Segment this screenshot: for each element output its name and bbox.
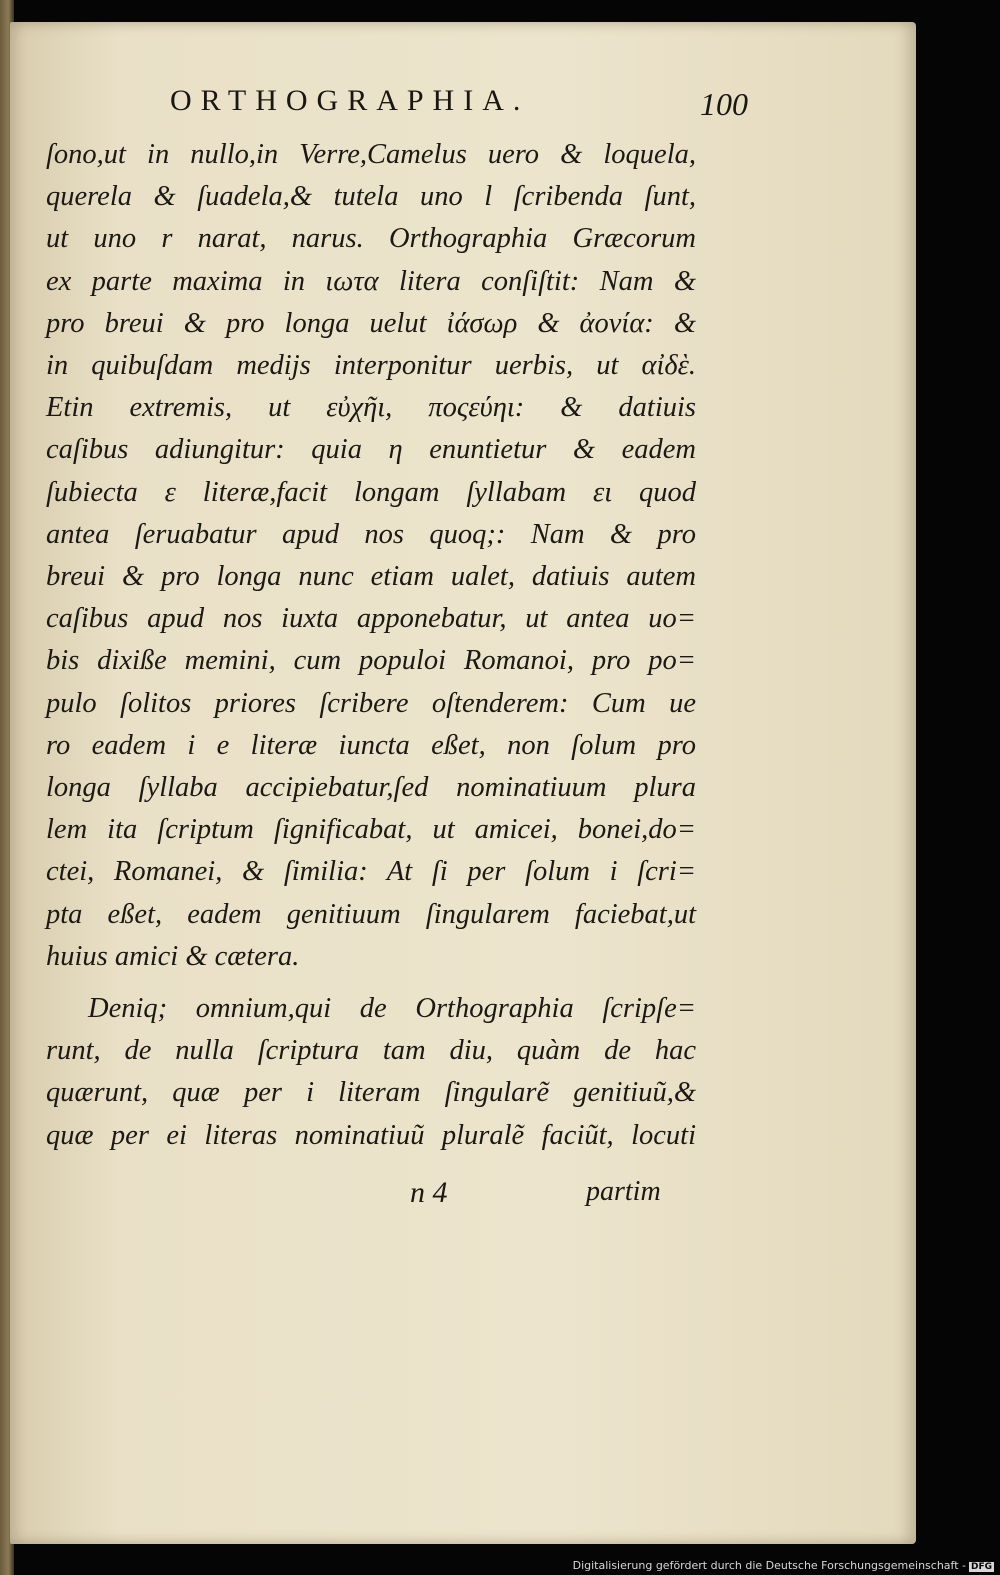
text-line: caſibus adiungitur: quia η enuntietur & eadem: [46, 434, 696, 466]
text-line: lem ita ſcriptum ſignificabat, ut amicei, bonei,do=: [46, 814, 696, 846]
text-line: bis dixiße memini, cum populoi Romanoi, pro po=: [46, 645, 696, 677]
catchword: partim: [586, 1176, 661, 1207]
text-line: longa ſyllaba accipiebatur,ſed nominatiuum plura: [46, 772, 696, 804]
text-line: quæ per ei literas nominatiuũ pluralẽ faciũt, locuti: [46, 1119, 696, 1151]
digitization-credit: [573, 1559, 994, 1572]
text-line: runt, de nulla ſcriptura tam diu, quàm de hac: [46, 1035, 696, 1067]
text-line: querela & ſuadela,& tutela uno l ſcribenda ſunt,: [46, 181, 696, 213]
text-line: quærunt, quæ per i literam ſingularẽ genitiuũ,&: [46, 1077, 696, 1109]
text-line: ſono,ut in nullo,in Verre,Camelus uero & loquela,: [46, 139, 696, 170]
text-line: antea ſeruabatur apud nos quoq;: Nam & pro: [46, 518, 696, 550]
dfg-logo: DFG: [970, 1562, 992, 1572]
text-line: pro breui & pro longa uelut ἰάσωρ & ἀονία: &: [46, 307, 696, 339]
page-number: 100: [700, 86, 748, 122]
text-line: Etin extremis, ut εὐχῆι, ποςεύηι: & datiuis: [46, 392, 696, 424]
text-line: breui & pro longa nunc etiam ualet, datiuis autem: [46, 561, 696, 593]
credit-text: Digitalisierung gefördert durch die Deutsche Forschungsgemeinschaft -: [572, 1559, 966, 1572]
text-line: ro eadem i e literæ iuncta eßet, non ſolum pro: [46, 729, 696, 761]
running-head: ORTHOGRAPHIA.: [170, 84, 530, 117]
text-line: ſubiecta ε literæ,facit longam ſyllabam ει quod: [46, 476, 696, 508]
text-line: Deniq; omnium,qui de Orthographia ſcripſe=: [88, 993, 696, 1025]
text-line: ex parte maxima in ιωτα litera conſiſtit: Nam &: [46, 265, 696, 297]
text-line: huius amici & cætera.: [46, 940, 300, 972]
signature-mark: n 4: [410, 1176, 448, 1209]
text-block: [46, 134, 696, 1157]
text-line: caſibus apud nos iuxta apponebatur, ut antea uo=: [46, 603, 696, 635]
text-line: ut uno r narat, narus. Orthographia Græcorum: [46, 223, 696, 255]
paragraph-gap: [46, 978, 696, 988]
text-line: pta eßet, eadem genitiuum ſingularem faciebat,ut: [46, 898, 696, 930]
text-line: ctei, Romanei, & ſimilia: At ſi per ſolum i ſcri=: [46, 856, 696, 888]
text-line: pulo ſolitos priores ſcribere oſtenderem: Cum ue: [46, 687, 696, 719]
text-line: in quibuſdam medijs interponitur uerbis, ut αἰδὲ.: [46, 350, 696, 382]
